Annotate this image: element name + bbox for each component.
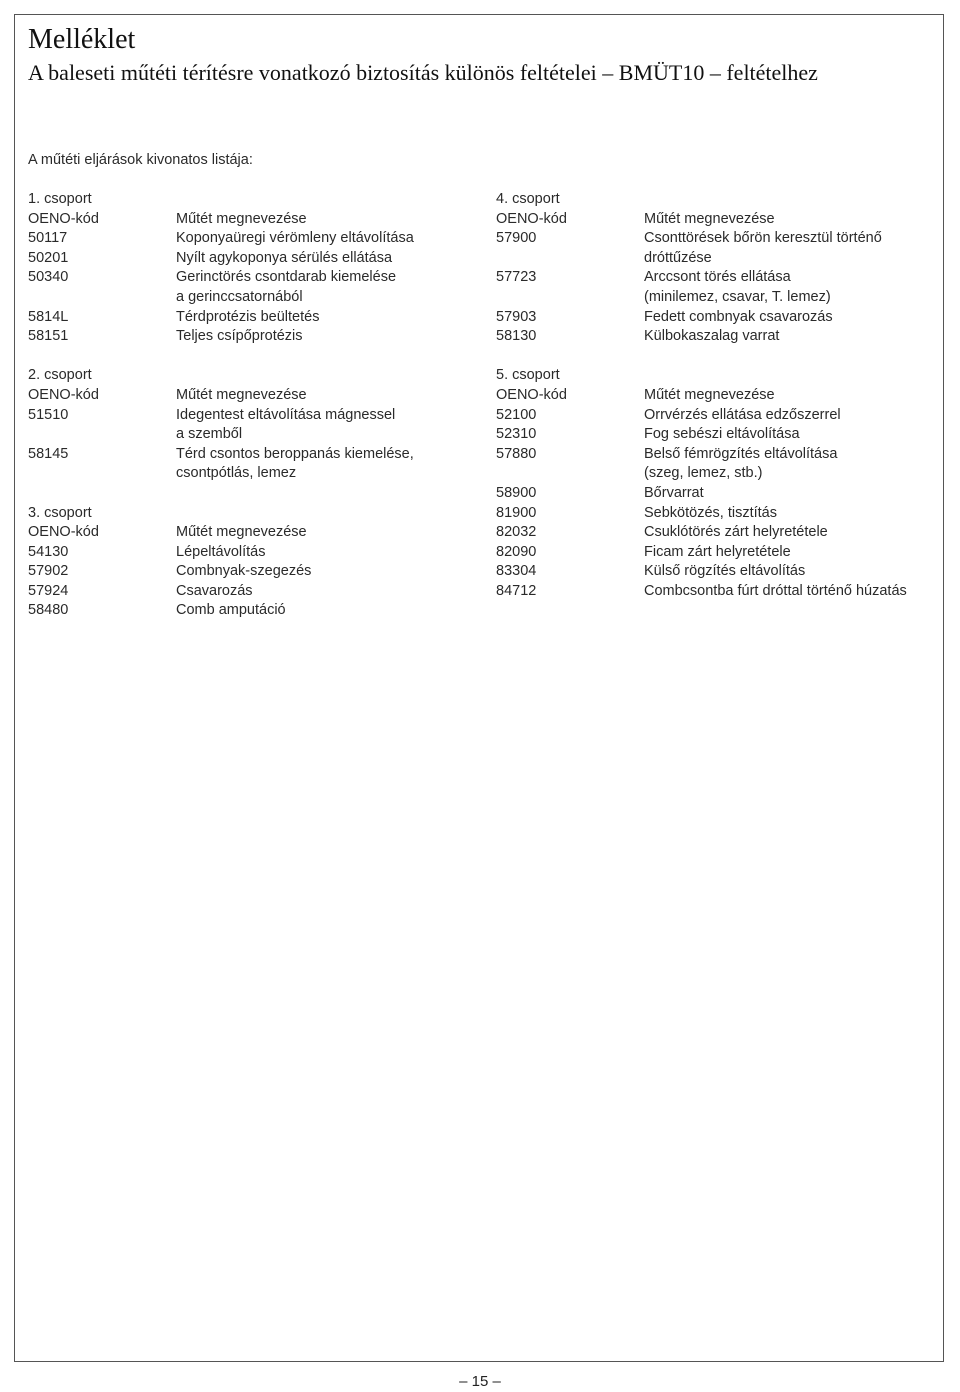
procedure-row <box>28 543 468 563</box>
procedure-group <box>28 366 468 484</box>
page-number: – 15 – <box>459 1373 501 1390</box>
procedure-name-line: dróttűzése <box>644 249 712 266</box>
group-title: 3. csoport <box>28 504 92 521</box>
group-header-row <box>496 386 936 406</box>
procedure-code: 52100 <box>496 406 537 423</box>
column-header-name: Műtét megnevezése <box>644 210 775 227</box>
procedure-name <box>176 445 468 484</box>
procedure-name-line: Koponyaüregi vérömleny eltávolítása <box>176 230 414 247</box>
procedure-name <box>176 406 468 445</box>
procedure-code: 57900 <box>496 230 537 247</box>
procedure-row <box>28 406 468 445</box>
procedure-name <box>176 582 468 602</box>
procedure-name <box>176 268 468 307</box>
group-title: 4. csoport <box>496 191 560 207</box>
procedure-name <box>176 327 468 347</box>
procedure-row <box>496 229 936 268</box>
procedure-row <box>496 523 936 543</box>
procedure-code: 84712 <box>496 582 537 599</box>
procedure-code: 58145 <box>28 445 69 462</box>
procedure-name <box>176 229 468 249</box>
procedure-name-line: Gerinctörés csontdarab kiemelése <box>176 269 397 286</box>
procedure-name <box>176 308 468 328</box>
procedure-code: 57723 <box>496 269 537 286</box>
procedure-name-line: Belső fémrögzítés eltávolítása <box>644 445 838 462</box>
procedure-row <box>28 562 468 582</box>
group-title: 5. csoport <box>496 367 560 384</box>
procedure-code: 83304 <box>496 563 537 580</box>
procedure-name <box>644 504 936 524</box>
column-header-code: OENO-kód <box>28 386 99 403</box>
procedure-name-line: Combnyak-szegezés <box>176 563 312 580</box>
procedure-code: 58151 <box>28 328 69 345</box>
procedure-code: 58480 <box>28 602 69 619</box>
procedure-name-line: (minilemez, csavar, T. lemez) <box>644 288 831 305</box>
procedure-row <box>28 249 468 269</box>
procedure-code: 50340 <box>28 269 69 286</box>
procedure-row <box>28 445 468 484</box>
procedure-row <box>496 445 936 484</box>
procedure-name <box>176 543 468 563</box>
procedure-code: 5814L <box>28 308 69 325</box>
procedure-name-line: Idegentest eltávolítása mágnessel <box>176 406 396 423</box>
procedure-name-line: Comb amputáció <box>176 602 286 619</box>
procedure-code: 58900 <box>496 484 537 501</box>
procedure-name <box>644 445 936 484</box>
procedure-row <box>496 562 936 582</box>
procedure-name <box>644 543 936 563</box>
procedure-name <box>644 484 936 504</box>
procedure-code: 51510 <box>28 406 69 423</box>
procedure-name-line: Külbokaszalag varrat <box>644 328 780 345</box>
procedure-row <box>496 268 936 307</box>
procedure-code: 50201 <box>28 249 69 266</box>
procedure-row <box>28 308 468 328</box>
procedure-name-line: Orrvérzés ellátása edzőszerrel <box>644 406 841 423</box>
procedure-name-line: (szeg, lemez, stb.) <box>644 465 763 482</box>
page-subtitle: A baleseti műtéti térítésre vonatkozó biztosítás különös feltételei – BMÜT10 – feltételhez <box>28 60 818 85</box>
procedure-name-line: Ficam zárt helyretétele <box>644 543 791 560</box>
procedure-name-line: Csonttörések bőrön keresztül történő <box>644 230 882 247</box>
group-header-row <box>28 210 468 230</box>
procedure-row <box>496 582 936 602</box>
procedure-row <box>496 327 936 347</box>
procedure-row <box>496 308 936 328</box>
procedure-name <box>176 249 468 269</box>
column-header-code: OENO-kód <box>28 210 99 227</box>
procedure-code: 54130 <box>28 543 69 560</box>
procedure-code: 57903 <box>496 308 537 325</box>
procedure-row <box>496 543 936 563</box>
procedure-name-line: Fedett combnyak csavarozás <box>644 308 833 325</box>
procedure-group <box>496 190 936 347</box>
procedure-code: 52310 <box>496 426 537 443</box>
procedure-code: 57924 <box>28 582 69 599</box>
procedure-row <box>496 504 936 524</box>
procedure-name-line: a gerinccsatornából <box>176 288 303 305</box>
procedure-row <box>28 582 468 602</box>
procedure-row <box>28 327 468 347</box>
procedure-name-line: Csavarozás <box>176 582 253 599</box>
procedure-name <box>644 582 936 602</box>
procedure-name-line: csontpótlás, lemez <box>176 465 297 482</box>
procedure-row <box>496 484 936 504</box>
procedure-row <box>496 406 936 426</box>
group-header-row <box>28 523 468 543</box>
procedure-row <box>28 268 468 307</box>
procedure-row <box>28 601 468 621</box>
group-title: 1. csoport <box>28 191 92 207</box>
procedure-name <box>176 601 468 621</box>
procedure-name <box>176 562 468 582</box>
column-header-name: Műtét megnevezése <box>176 386 307 403</box>
procedure-name <box>644 562 936 582</box>
group-header-row <box>496 210 936 230</box>
procedure-name <box>644 523 936 543</box>
procedure-name-line: Lépeltávolítás <box>176 543 266 560</box>
procedure-name-line: Sebkötözés, tisztítás <box>644 504 777 521</box>
procedure-row <box>496 425 936 445</box>
column-header-code: OENO-kód <box>496 386 567 403</box>
column-header-code: OENO-kód <box>496 210 567 227</box>
procedure-group <box>496 366 936 601</box>
procedure-code: 82032 <box>496 524 537 541</box>
group-header-row <box>28 386 468 406</box>
procedure-name <box>644 406 936 426</box>
procedure-name <box>644 425 936 445</box>
procedure-code: 57880 <box>496 445 537 462</box>
procedure-code: 81900 <box>496 504 537 521</box>
procedure-row <box>28 229 468 249</box>
procedure-name-line: Térdprotézis beültetés <box>176 308 320 325</box>
page-title: Melléklet <box>28 24 136 55</box>
procedure-name <box>644 229 936 268</box>
column-header-name: Műtét megnevezése <box>176 210 307 227</box>
right-column <box>496 190 936 601</box>
procedure-name-line: Nyílt agykoponya sérülés ellátása <box>176 249 393 266</box>
intro-text: A műtéti eljárások kivonatos listája: <box>28 152 253 168</box>
procedure-name-line: Csuklótörés zárt helyretétele <box>644 524 828 541</box>
group-title: 2. csoport <box>28 367 92 384</box>
procedure-name-line: Teljes csípőprotézis <box>176 328 303 345</box>
procedure-name <box>644 308 936 328</box>
procedure-code: 50117 <box>28 230 68 247</box>
procedure-group <box>28 190 468 347</box>
procedure-name-line: Bőrvarrat <box>644 484 704 501</box>
procedure-code: 58130 <box>496 328 537 345</box>
procedure-name-line: Arccsont törés ellátása <box>644 269 791 286</box>
procedure-name-line: Külső rögzítés eltávolítás <box>644 563 806 580</box>
procedure-name-line: Combcsontba fúrt dróttal történő húzatás <box>644 582 907 599</box>
procedure-code: 57902 <box>28 563 69 580</box>
column-header-name: Műtét megnevezése <box>176 524 307 541</box>
left-column <box>28 190 468 621</box>
procedure-name-line: a szemből <box>176 426 243 443</box>
procedure-name <box>644 268 936 307</box>
procedure-name-line: Fog sebészi eltávolítása <box>644 426 800 443</box>
procedure-group <box>28 504 468 622</box>
procedure-name-line: Térd csontos beroppanás kiemelése, <box>176 445 414 462</box>
column-header-name: Műtét megnevezése <box>644 386 775 403</box>
procedure-code: 82090 <box>496 543 537 560</box>
column-header-code: OENO-kód <box>28 524 99 541</box>
procedure-name <box>644 327 936 347</box>
